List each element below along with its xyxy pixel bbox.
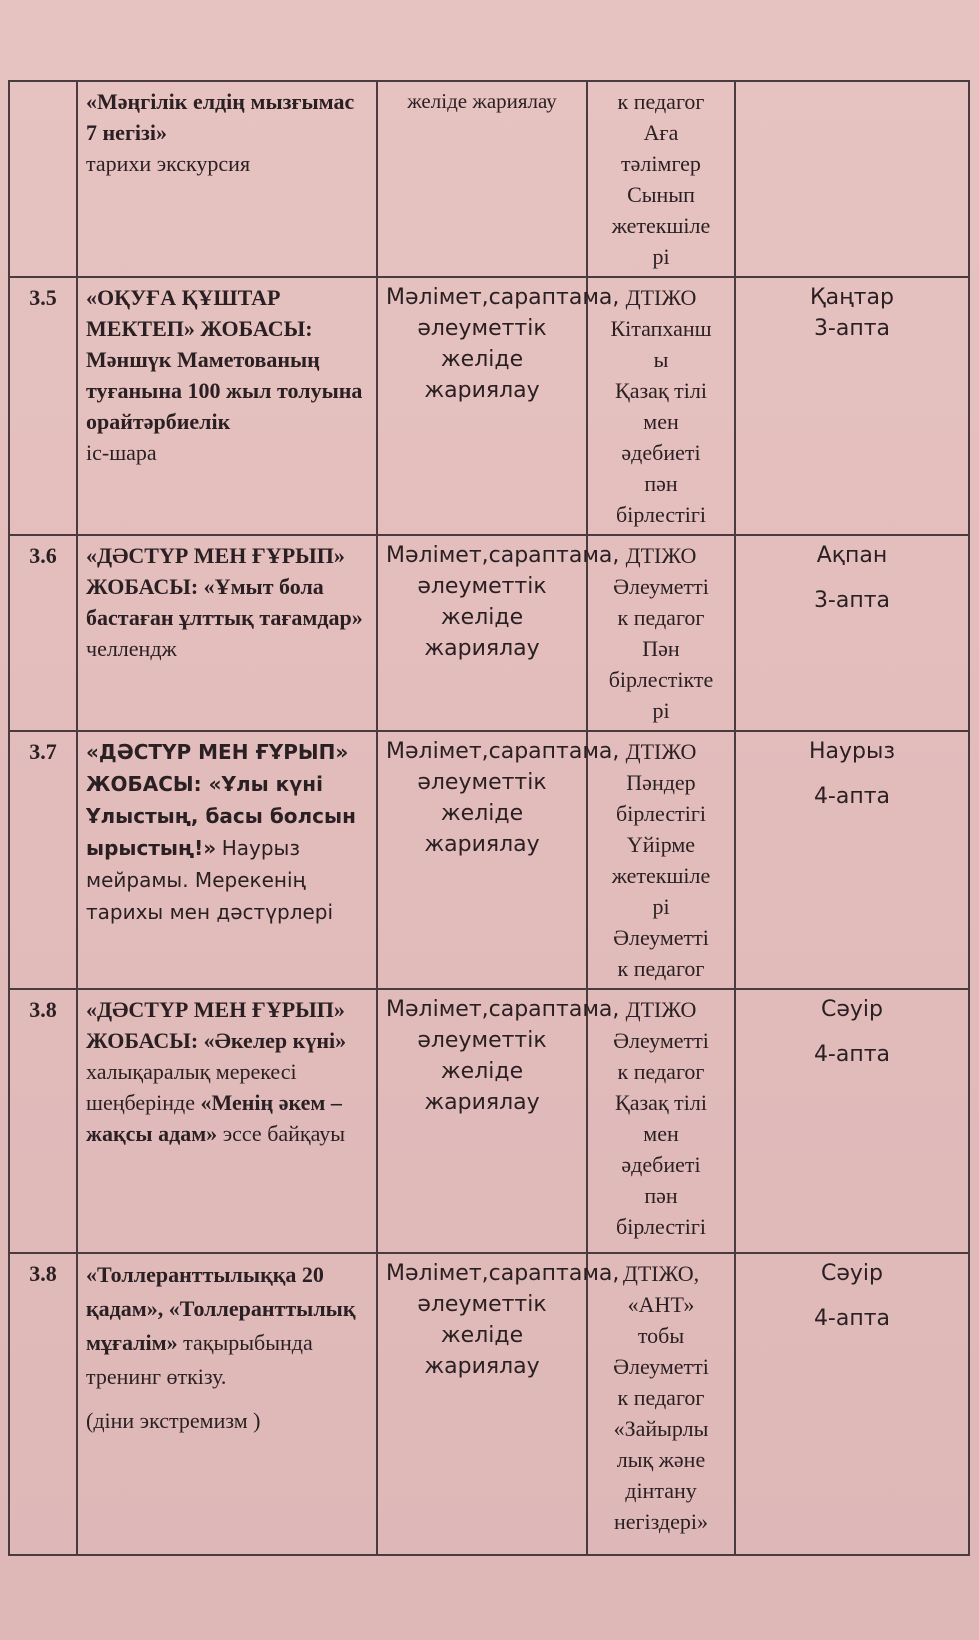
row-number: 3.8 (9, 1253, 77, 1555)
responsible-line: ДТІЖО (625, 997, 697, 1022)
event-title: «ОҚУҒА ҚҰШТАР МЕКТЕП» ЖОБАСЫ: Мәншүк Маметованың туғанына 100 жыл толуына орайтәрбиелік (86, 285, 363, 434)
event-subtitle: Наурыз мейрамы. Мерекенің тарихы мен дәстүрлері (86, 836, 334, 924)
responsible-line: Әлеуметті (613, 1028, 709, 1053)
event-cell (77, 81, 377, 277)
event-cell (77, 989, 377, 1253)
date-cell (735, 731, 969, 989)
event-title: «Толлеранттылыққа 20 қадам», «Толлеранттылық мұғалім» (86, 1262, 356, 1355)
responsible-line: к педагог (617, 605, 705, 630)
responsible-line: «АНТ» (627, 1292, 695, 1317)
responsible-cell (587, 277, 735, 535)
event-text: тақырыбында тренинг өткізу. (86, 1330, 313, 1389)
event-title: «Менің әкем – жақсы адам» (86, 1090, 342, 1146)
event-note: (діни экстремизм ) (86, 1408, 261, 1433)
format-cell: Мәлімет,сараптама, әлеуметтік желіде жариялау (377, 731, 587, 989)
responsible-line: Аға (643, 120, 679, 145)
table-row (9, 1253, 969, 1555)
event-cell (77, 277, 377, 535)
responsible-line: жетекшіле (611, 863, 711, 888)
table-row (9, 535, 969, 731)
responsible-line: Әлеуметті (613, 574, 709, 599)
event-text: эссе байқауы (217, 1121, 346, 1146)
responsible-line: Пәндер (626, 770, 696, 795)
responsible-line: мен (643, 409, 679, 434)
responsible-line: Қазақ тілі (615, 1090, 707, 1115)
responsible-line: бірлестігі (616, 1214, 706, 1239)
table-row (9, 989, 969, 1253)
responsible-line: к педагог (617, 89, 705, 114)
responsible-line: Әлеуметті (613, 925, 709, 950)
event-subtitle: челлендж (86, 636, 177, 661)
plan-table (8, 80, 970, 1556)
row-number: 3.7 (9, 731, 77, 989)
event-cell (77, 1253, 377, 1555)
date-cell (735, 277, 969, 535)
responsible-line: Үйірме (626, 832, 696, 857)
responsible-line: «Зайырлы (613, 1416, 709, 1441)
event-title: «Мәңгілік елдің мызғымас 7 негізі» (86, 89, 355, 145)
date-month: Сәуір (821, 997, 883, 1022)
responsible-line: Сынып (627, 182, 695, 207)
responsible-cell (587, 989, 735, 1253)
format-cell: Мәлімет,сараптама, әлеуметтік желіде жариялау (377, 989, 587, 1253)
responsible-line: бірлестігі (616, 801, 706, 826)
date-month: Сәуір (821, 1261, 883, 1286)
responsible-line: пән (644, 471, 678, 496)
table-row (9, 731, 969, 989)
responsible-line: ДТІЖО (625, 739, 697, 764)
responsible-cell (587, 1253, 735, 1555)
table-row (9, 277, 969, 535)
responsible-line: тобы (637, 1323, 685, 1348)
responsible-line: Әлеуметті (613, 1354, 709, 1379)
responsible-line: бірлестікте (608, 667, 714, 692)
event-title: «ДӘСТҮР МЕН ҒҰРЫП» ЖОБАСЫ: «Ұлы күні Ұлыстың, басы болсын ырыстың!» (86, 740, 356, 860)
responsible-line: әдебиеті (621, 1152, 701, 1177)
row-number: 3.5 (9, 277, 77, 535)
responsible-line: дінтану (625, 1478, 697, 1503)
date-cell (735, 1253, 969, 1555)
row-number: 3.6 (9, 535, 77, 731)
format-cell: Мәлімет,сараптама, әлеуметтік желіде жариялау (377, 1253, 587, 1555)
date-month: Ақпан (816, 543, 888, 568)
responsible-line: бірлестігі (616, 502, 706, 527)
date-month: Қаңтар (810, 285, 894, 310)
event-cell (77, 535, 377, 731)
date-week: 4-апта (813, 784, 891, 809)
event-title: «ДӘСТҮР МЕН ҒҰРЫП» ЖОБАСЫ: «Әкелер күні» (86, 997, 347, 1053)
responsible-line: рі (652, 698, 670, 723)
responsible-line: лық және (616, 1447, 706, 1472)
responsible-line: мен (643, 1121, 679, 1146)
date-month: Наурыз (808, 739, 896, 764)
responsible-line: Қазақ тілі (615, 378, 707, 403)
responsible-line: ДТІЖО (625, 543, 697, 568)
responsible-line: ДТІЖО, (622, 1261, 700, 1286)
event-text: халықаралық мерекесі шеңберінде (86, 1059, 297, 1115)
event-cell (77, 731, 377, 989)
date-week: 3-апта (813, 588, 891, 613)
date-cell (735, 535, 969, 731)
row-number (9, 81, 77, 277)
responsible-line: рі (652, 894, 670, 919)
responsible-line: Пән (642, 636, 680, 661)
date-week: 3-апта (813, 316, 891, 341)
event-title: «ДӘСТҮР МЕН ҒҰРЫП» ЖОБАСЫ: «Ұмыт бола бастаған ұлттық тағамдар» (86, 543, 363, 630)
format-cell: желіде жариялау (377, 81, 587, 277)
responsible-line: ДТІЖО (625, 285, 697, 310)
event-subtitle: тарихи экскурсия (86, 151, 251, 176)
responsible-line: Кітапханш (610, 316, 712, 341)
responsible-line: жетекшіле (611, 213, 711, 238)
date-week: 4-апта (813, 1042, 891, 1067)
responsible-line: әдебиеті (621, 440, 701, 465)
responsible-line: пән (644, 1183, 678, 1208)
responsible-line: ы (653, 347, 669, 372)
responsible-line: к педагог (617, 1385, 705, 1410)
responsible-cell (587, 81, 735, 277)
format-cell: Мәлімет,сараптама, әлеуметтік желіде жариялау (377, 277, 587, 535)
responsible-line: рі (652, 244, 670, 269)
responsible-line: к педагог (617, 956, 705, 981)
responsible-cell (587, 731, 735, 989)
responsible-line: тәлімгер (621, 151, 701, 176)
date-cell (735, 989, 969, 1253)
format-cell: Мәлімет,сараптама, әлеуметтік желіде жариялау (377, 535, 587, 731)
responsible-line: к педагог (617, 1059, 705, 1084)
responsible-line: негіздері» (613, 1509, 709, 1534)
date-cell (735, 81, 969, 277)
row-number: 3.8 (9, 989, 77, 1253)
date-week: 4-апта (813, 1306, 891, 1331)
table-row (9, 81, 969, 277)
event-subtitle: іс-шара (86, 440, 157, 465)
